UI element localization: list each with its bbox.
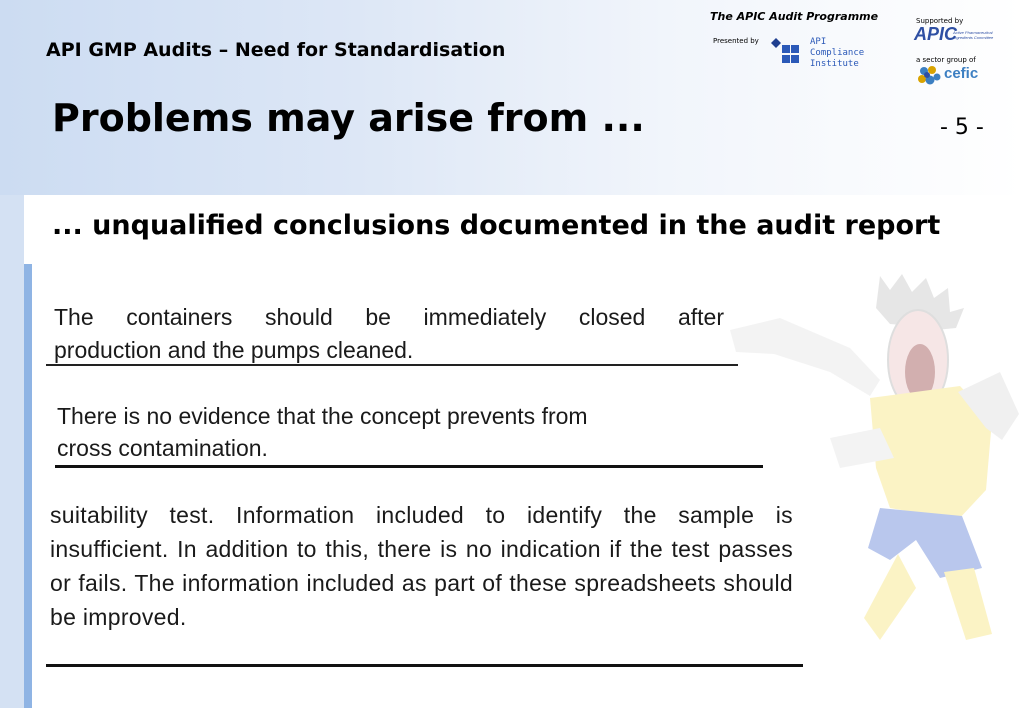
api-institute-logo-icon — [770, 37, 800, 67]
cefic-logo: cefic — [944, 65, 979, 82]
left-accent-bar — [24, 264, 32, 708]
institute-line-1: API — [810, 37, 827, 47]
quote-2-line-2: cross contamination. — [57, 435, 268, 461]
quote-2 — [57, 400, 588, 464]
left-margin-bar — [0, 195, 24, 708]
dancing-cartoon-figure-icon — [730, 268, 1023, 650]
section-heading: ... unqualified conclusions documented in the audit report — [52, 210, 941, 241]
apic-logo-subtitle — [953, 30, 993, 40]
quote-1-line-2: production and the pumps cleaned. — [54, 337, 414, 363]
institute-line-2: Compliance — [810, 48, 865, 58]
supported-by-label: Supported by — [916, 17, 964, 25]
cefic-molecule-icon — [916, 65, 942, 87]
programme-title: The APIC Audit Programme — [710, 10, 879, 23]
institute-name — [810, 37, 864, 70]
quote-1-divider — [46, 364, 738, 366]
quote-2-divider — [55, 465, 763, 468]
apic-subtitle-line-1: Active Pharmaceutical — [953, 30, 993, 35]
quote-1-line-1: The containers should be immediately closed after — [54, 304, 724, 330]
apic-subtitle-line-2: Ingredients Committee — [953, 35, 994, 40]
quote-3: suitability test. Information included to identify the sample is insufficient. In addition to this, there is no indication if the test passes or fails. The information included as part of these spreadsheets should be improved. — [50, 502, 793, 630]
slide-title: Problems may arise from ... — [52, 96, 645, 140]
presented-by-label: Presented by — [713, 37, 759, 45]
sector-group-label: a sector group of — [916, 56, 976, 64]
slide-subtitle: API GMP Audits – Need for Standardisation — [46, 39, 506, 61]
institute-line-3: Institute — [810, 59, 859, 69]
apic-logo: APIC — [914, 24, 958, 44]
quote-3-divider — [46, 664, 803, 667]
quote-2-line-1: There is no evidence that the concept prevents from — [57, 403, 588, 429]
page-number: - 5 - — [940, 115, 984, 140]
